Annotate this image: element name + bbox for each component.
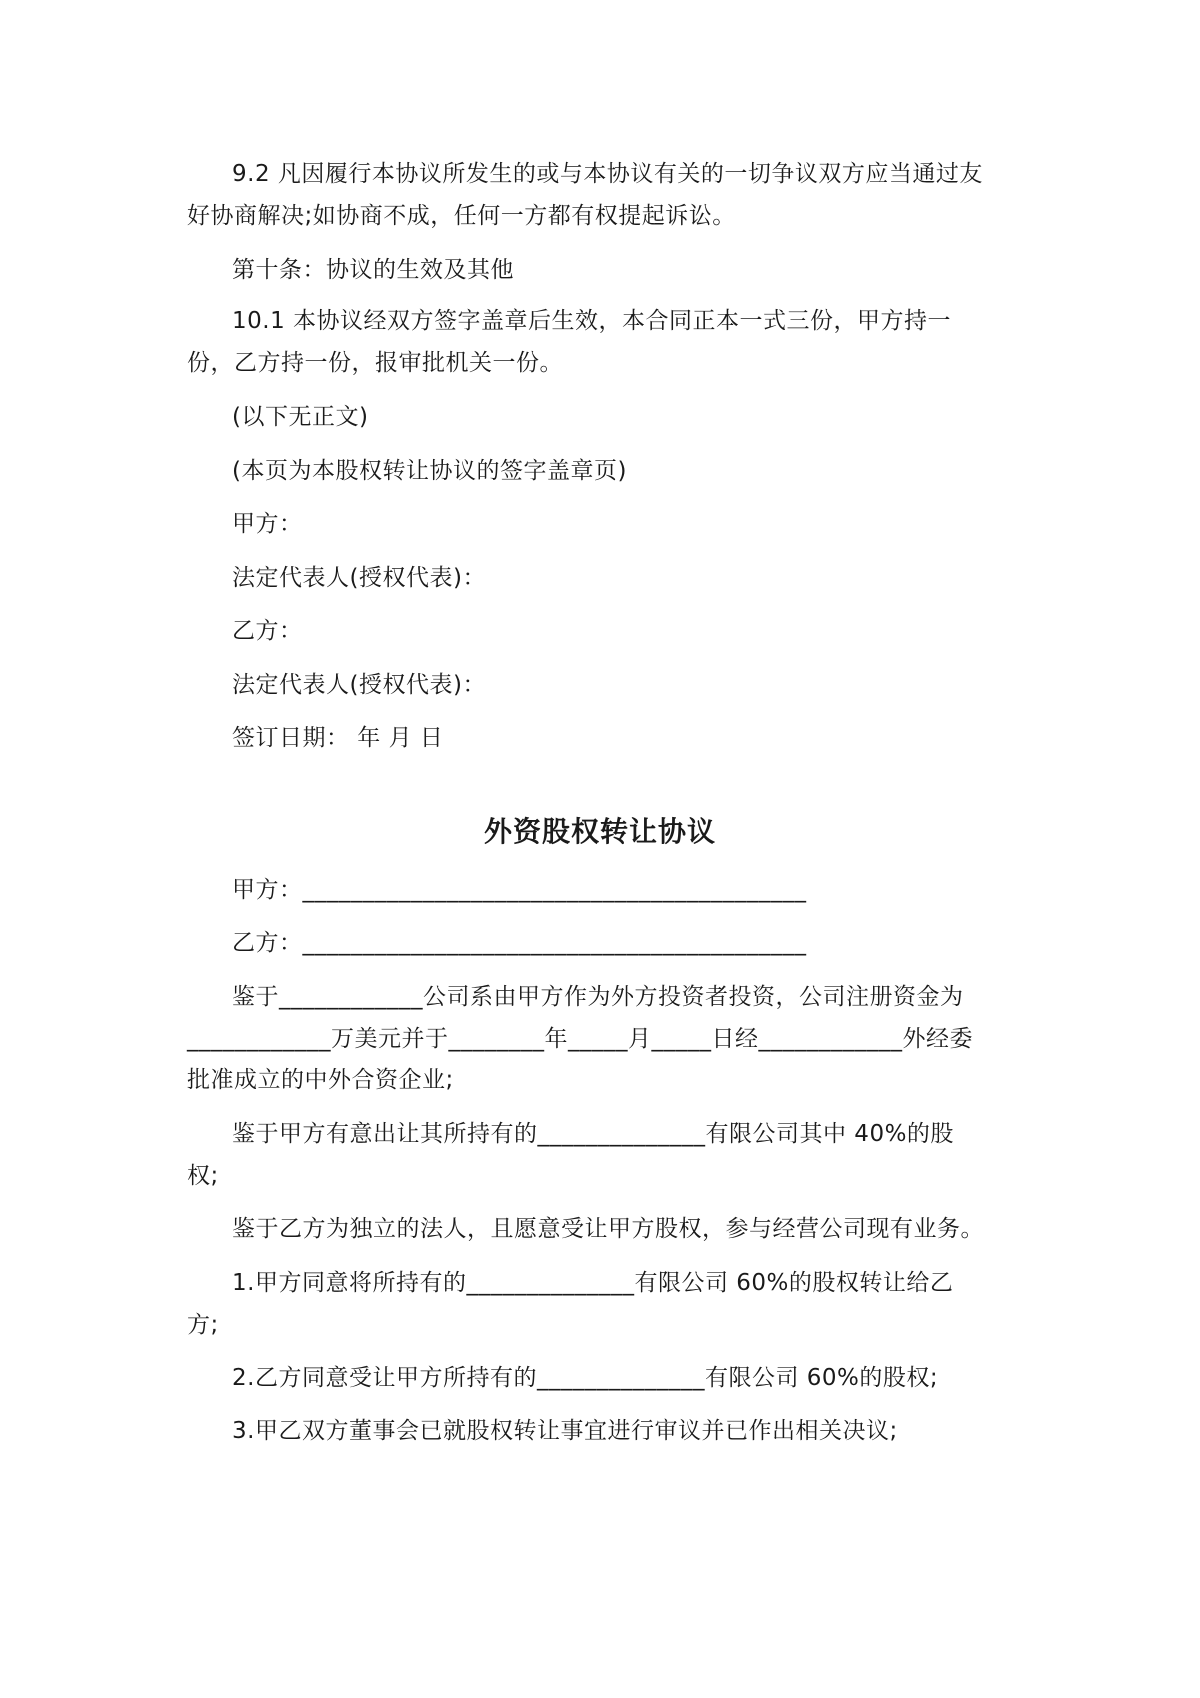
- item-1-line-1: 1.甲方同意将所持有的______________有限公司 60%的股权转让给乙: [232, 1270, 954, 1296]
- item-1-line-2: 方;: [187, 1312, 219, 1338]
- party-b-representative-label: 法定代表人(授权代表)：: [232, 672, 486, 698]
- party-a-representative-label: 法定代表人(授权代表)：: [232, 565, 486, 591]
- party-a-signature-label: 甲方：: [232, 511, 303, 537]
- clause-9-2-line-2: 好协商解决;如协商不成，任何一方都有权提起诉讼。: [187, 203, 736, 229]
- article-10-heading: 第十条：协议的生效及其他: [232, 257, 514, 283]
- agreement-title: 外资股权转让协议: [483, 815, 716, 848]
- whereas-1-line-3: 批准成立的中外合资企业;: [187, 1067, 454, 1093]
- item-3: 3.甲乙双方董事会已就股权转让事宜进行审议并已作出相关决议;: [232, 1418, 898, 1444]
- party-b-signature-label: 乙方：: [232, 618, 303, 644]
- party-a-field: 甲方：__________________________________________: [232, 877, 807, 903]
- no-text-note: (以下无正文): [232, 404, 369, 430]
- whereas-2-line-1: 鉴于甲方有意出让其所持有的______________有限公司其中 40%的股: [232, 1121, 954, 1147]
- signing-date-label: 签订日期： 年 月 日: [232, 725, 444, 751]
- signature-page-note: (本页为本股权转让协议的签字盖章页): [232, 458, 627, 484]
- clause-10-1-line-1: 10.1 本协议经双方签字盖章后生效，本合同正本一式三份，甲方持一: [232, 308, 952, 334]
- clause-10-1-line-2: 份，乙方持一份，报审批机关一份。: [187, 350, 563, 376]
- whereas-1-line-2: ____________万美元并于________年_____月_____日经____________外经委: [187, 1026, 973, 1052]
- item-2: 2.乙方同意受让甲方所持有的______________有限公司 60%的股权;: [232, 1365, 939, 1391]
- whereas-1-line-1: 鉴于____________公司系由甲方作为外方投资者投资，公司注册资金为: [232, 984, 964, 1010]
- clause-9-2-line-1: 9.2 凡因履行本协议所发生的或与本协议有关的一切争议双方应当通过友: [232, 161, 983, 187]
- whereas-3: 鉴于乙方为独立的法人，且愿意受让甲方股权，参与经营公司现有业务。: [232, 1216, 984, 1242]
- party-b-field: 乙方：__________________________________________: [232, 930, 807, 956]
- whereas-2-line-2: 权;: [187, 1163, 219, 1189]
